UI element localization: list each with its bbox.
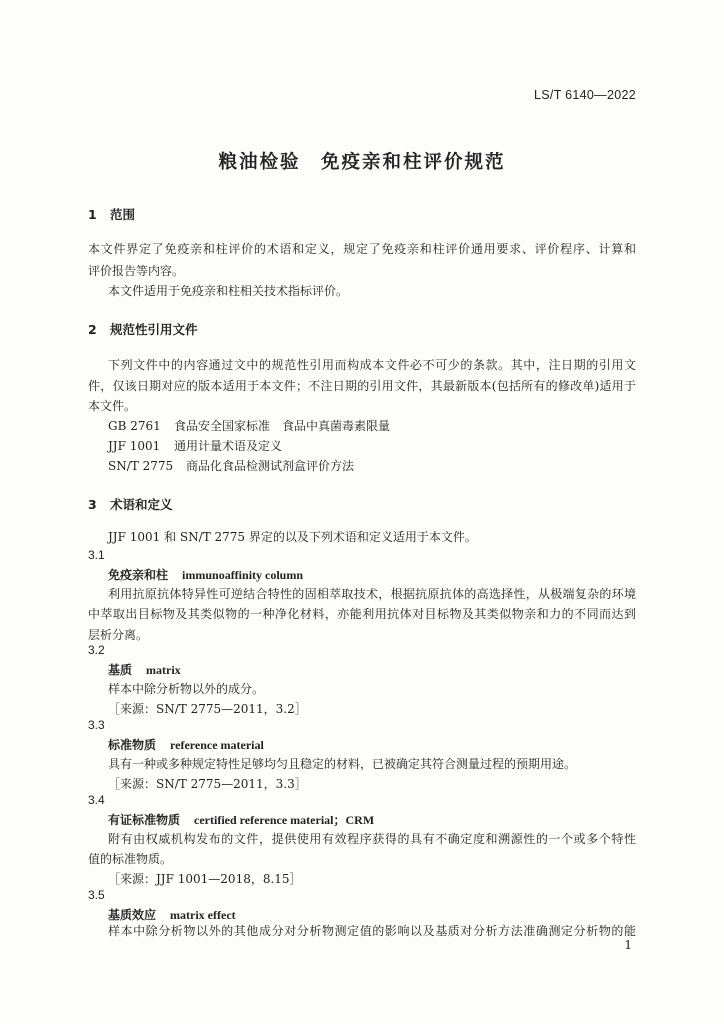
section-2-para-line-2: 件，仅该日期对应的版本适用于本文件；不注日期的引用文件，其最新版本(包括所有的修改单)适用于 (88, 379, 636, 393)
term-definition-line-1: 具有一种或多种规定特性足够均匀且稳定的材料，已被确定其符合测量过程的预期用途。 (108, 757, 577, 771)
section-2-para-line-3: 本文件。 (88, 399, 137, 413)
term-chinese: 基质 (108, 663, 133, 677)
page-number: 1 (624, 938, 632, 952)
term-definition-line-1: 附有由权威机构发布的文件，提供使用有效程序获得的具有不确定度和溯源性的一个或多个特性 (108, 832, 636, 846)
term-definition-line-1: 样本中除分析物以外的成分。 (108, 682, 265, 696)
term-chinese: 免疫亲和柱 (108, 568, 169, 582)
term-definition-line-1: 样本中除分析物以外的其他成分对分析物测定值的影响以及基质对分析方法准确测定分析物的能 (108, 924, 636, 938)
document-title: 粮油检验 免疫亲和柱评价规范 (218, 152, 506, 173)
reference-code: GB 2761 (108, 419, 161, 433)
section-1-para-2: 本文件适用于免疫亲和柱相关技术指标评价。 (108, 284, 349, 298)
term-definition-line-3: 层析分离。 (88, 628, 149, 642)
section-3-heading (88, 495, 173, 513)
term-source: ［来源：SN/T 2775—2011，3.2］ (108, 702, 307, 716)
term-source: ［来源：JJF 1001—2018，8.15］ (108, 872, 302, 886)
term-english: reference material (170, 738, 264, 752)
section-1-para-1-line-1: 本文件界定了免疫亲和柱评价的术语和定义，规定了免疫亲和柱评价通用要求、评价程序、计算和 (88, 242, 636, 256)
reference-title: 食品安全国家标准 食品中真菌毒素限量 (174, 419, 391, 433)
term-english: immunoaffinity column (182, 568, 304, 582)
term-definition-line-2: 值的标准物质。 (88, 852, 173, 866)
reference-item (108, 457, 354, 474)
section-1-heading (88, 205, 135, 223)
term-chinese: 标准物质 (108, 738, 157, 752)
section-number: 3 (88, 497, 97, 512)
term-heading (108, 811, 374, 828)
term-chinese: 有证标准物质 (108, 813, 181, 827)
section-2-para-line-1: 下列文件中的内容通过文中的规范性引用而构成本文件必不可少的条款。其中，注日期的引用文 (108, 358, 636, 372)
term-source: ［来源：SN/T 2775—2011，3.3］ (108, 777, 307, 791)
reference-item (108, 437, 282, 454)
reference-title: 通用计量术语及定义 (174, 439, 283, 453)
term-heading (108, 566, 303, 583)
term-english: certified reference material；CRM (194, 813, 375, 827)
term-chinese: 基质效应 (108, 908, 157, 922)
term-number: 3.1 (88, 548, 105, 562)
standard-number: LS/T 6140—2022 (534, 88, 636, 102)
term-english: matrix effect (170, 908, 236, 922)
term-number: 3.4 (88, 793, 105, 807)
section-number: 1 (88, 207, 97, 222)
section-1-para-1-line-2: 评价报告等内容。 (88, 264, 185, 278)
term-english: matrix (146, 663, 181, 677)
section-3-intro: JJF 1001 和 SN/T 2775 界定的以及下列术语和定义适用于本文件。 (108, 530, 477, 544)
section-title: 范围 (110, 207, 136, 222)
term-number: 3.3 (88, 718, 105, 732)
section-2-heading (88, 320, 198, 338)
section-title: 规范性引用文件 (110, 322, 198, 337)
reference-code: JJF 1001 (108, 439, 161, 453)
reference-title: 商品化食品检测试剂盒评价方法 (186, 459, 355, 473)
section-title: 术语和定义 (110, 497, 173, 512)
term-definition-line-1: 利用抗原抗体特异性可逆结合特性的固相萃取技术，根据抗原抗体的高选择性，从极端复杂的环境 (108, 587, 636, 601)
term-definition-line-2: 中萃取出目标物及其类似物的一种净化材料，亦能利用抗体对目标物及其类似物亲和力的不同而达到 (88, 607, 636, 621)
section-number: 2 (88, 322, 97, 337)
reference-code: SN/T 2775 (108, 459, 174, 473)
term-heading (108, 906, 236, 923)
reference-item (108, 417, 390, 434)
term-heading (108, 736, 264, 753)
term-number: 3.5 (88, 888, 105, 902)
term-heading (108, 661, 181, 678)
term-number: 3.2 (88, 643, 105, 657)
